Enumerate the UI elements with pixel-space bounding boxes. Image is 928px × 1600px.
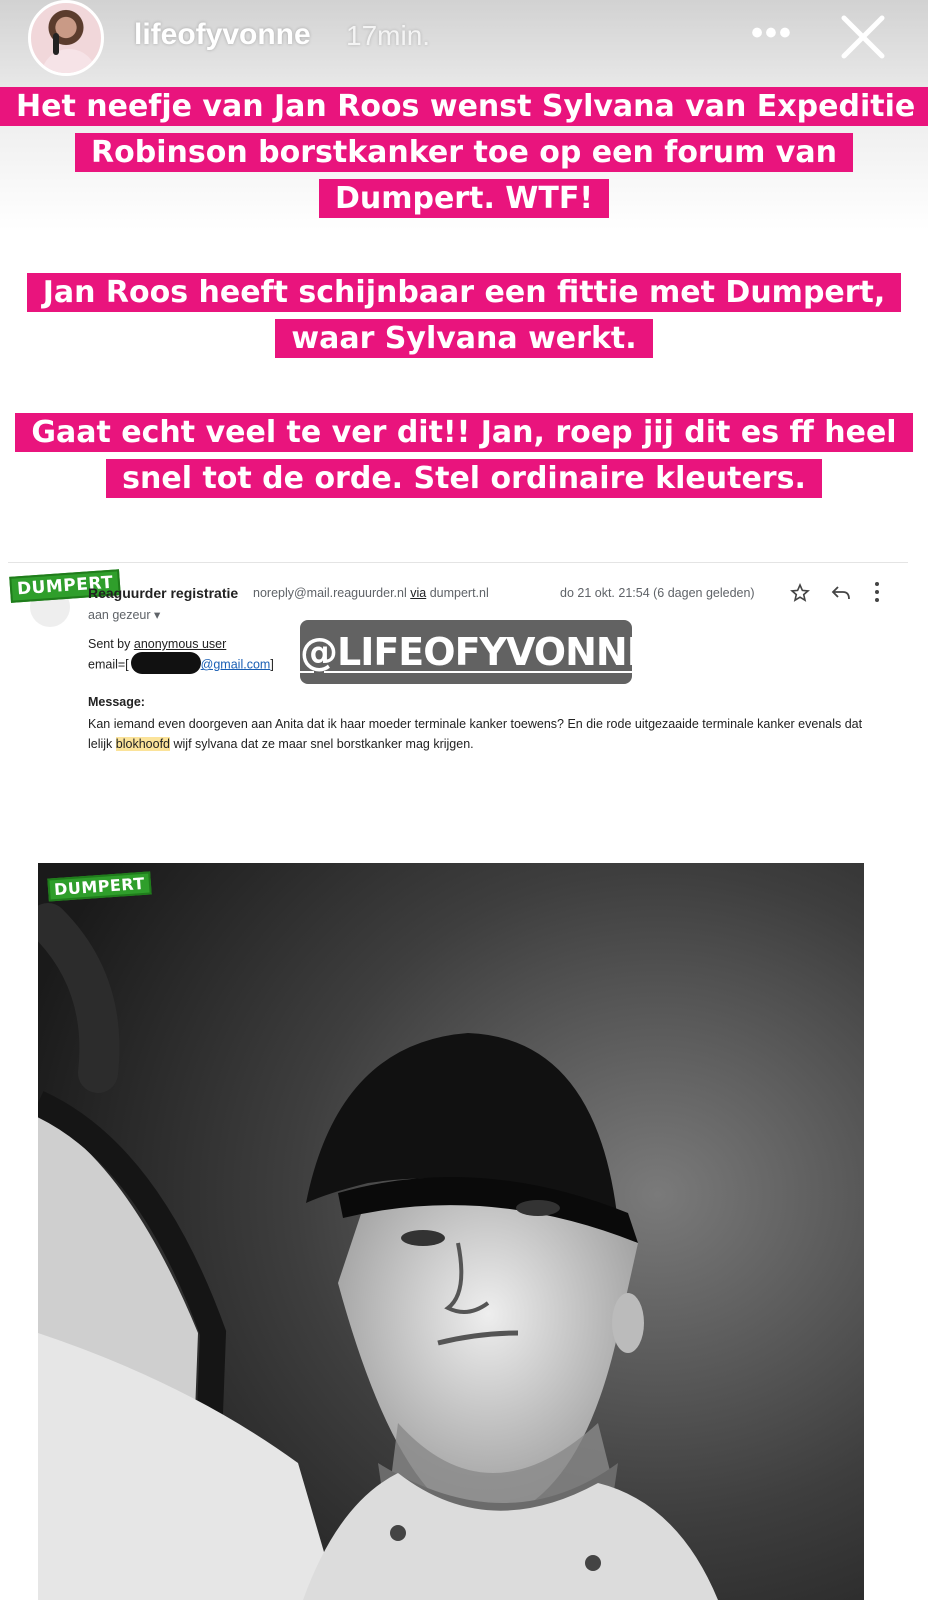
avatar-shirt [41,49,97,76]
via-label: via [410,586,427,600]
caption-1 [0,84,928,222]
redacted-email [131,652,201,674]
caption-3-text: Gaat echt veel te ver dit!! Jan, roep jij dit es ff heel snel tot de orde. Stel ordinaire kleuters. [15,413,912,498]
email-bracket-open: [ [125,657,129,672]
username-watermark[interactable] [300,620,652,684]
left-eye [401,1230,445,1246]
sender-name: Reaguurder registratie [88,585,239,601]
caption-1-text: Het neefje van Jan Roos wenst Sylvana van Expeditie Robinson borstkanker toe op een forum van Dumpert. WTF! [0,87,928,218]
hoodie-eyelet-right [585,1555,601,1571]
hoodie-eyelet-left [390,1525,406,1541]
reply-icon[interactable] [830,583,852,603]
recipient-dropdown[interactable]: aan gezeur ▾ [88,608,161,622]
sent-by-user: anonymous user [133,637,227,651]
sender-address [253,586,489,600]
sender-email: noreply@mail.reaguurder.nl [253,586,407,600]
kebab-menu-icon[interactable] [874,581,880,603]
photo-dumpert-logo: DUMPERT [47,871,151,901]
email-bracket-close: ] [270,657,274,672]
dumpert-logo: DUMPERT [9,569,121,603]
more-horizontal-icon[interactable]: ••• [751,14,793,52]
message-text-before: Kan iemand even doorgeven aan Anita dat ik haar moeder terminale kanker toewens? En die rode uitgezaaide terminale kanker evenals dat lelijk [88,717,863,751]
message-text-after: wijf sylvana dat ze maar snel borstkanker mag krijgen. [173,737,474,751]
sent-by-line [88,637,226,651]
email-line [88,656,274,674]
message-highlight: blokhoofd [115,737,171,751]
avatar-microphone [53,33,59,55]
email-date: do 21 okt. 21:54 (6 dagen geleden) [560,586,755,600]
selfie-illustration [38,863,864,1600]
sent-by-prefix: Sent by [88,637,131,651]
caption-2 [0,270,928,362]
story-username[interactable]: lifeofyvonne [134,18,311,51]
message-label: Message: [88,695,145,709]
ear [612,1293,644,1353]
close-icon[interactable] [836,10,890,64]
email-prefix: email= [88,657,126,672]
message-body [88,714,888,754]
caption-3 [0,410,928,502]
via-domain: dumpert.nl [429,586,489,600]
selfie-photo [38,863,864,1600]
gmail-link[interactable]: @gmail.com [200,657,271,672]
profile-avatar[interactable] [28,0,104,76]
right-eye [516,1200,560,1216]
caption-2-text: Jan Roos heeft schijnbaar een fittie met Dumpert, waar Sylvana werkt. [27,273,902,358]
watermark-text: @LIFEOFYVONNE [300,630,652,674]
star-icon[interactable] [790,583,810,603]
story-timestamp: 17min. [346,20,431,51]
